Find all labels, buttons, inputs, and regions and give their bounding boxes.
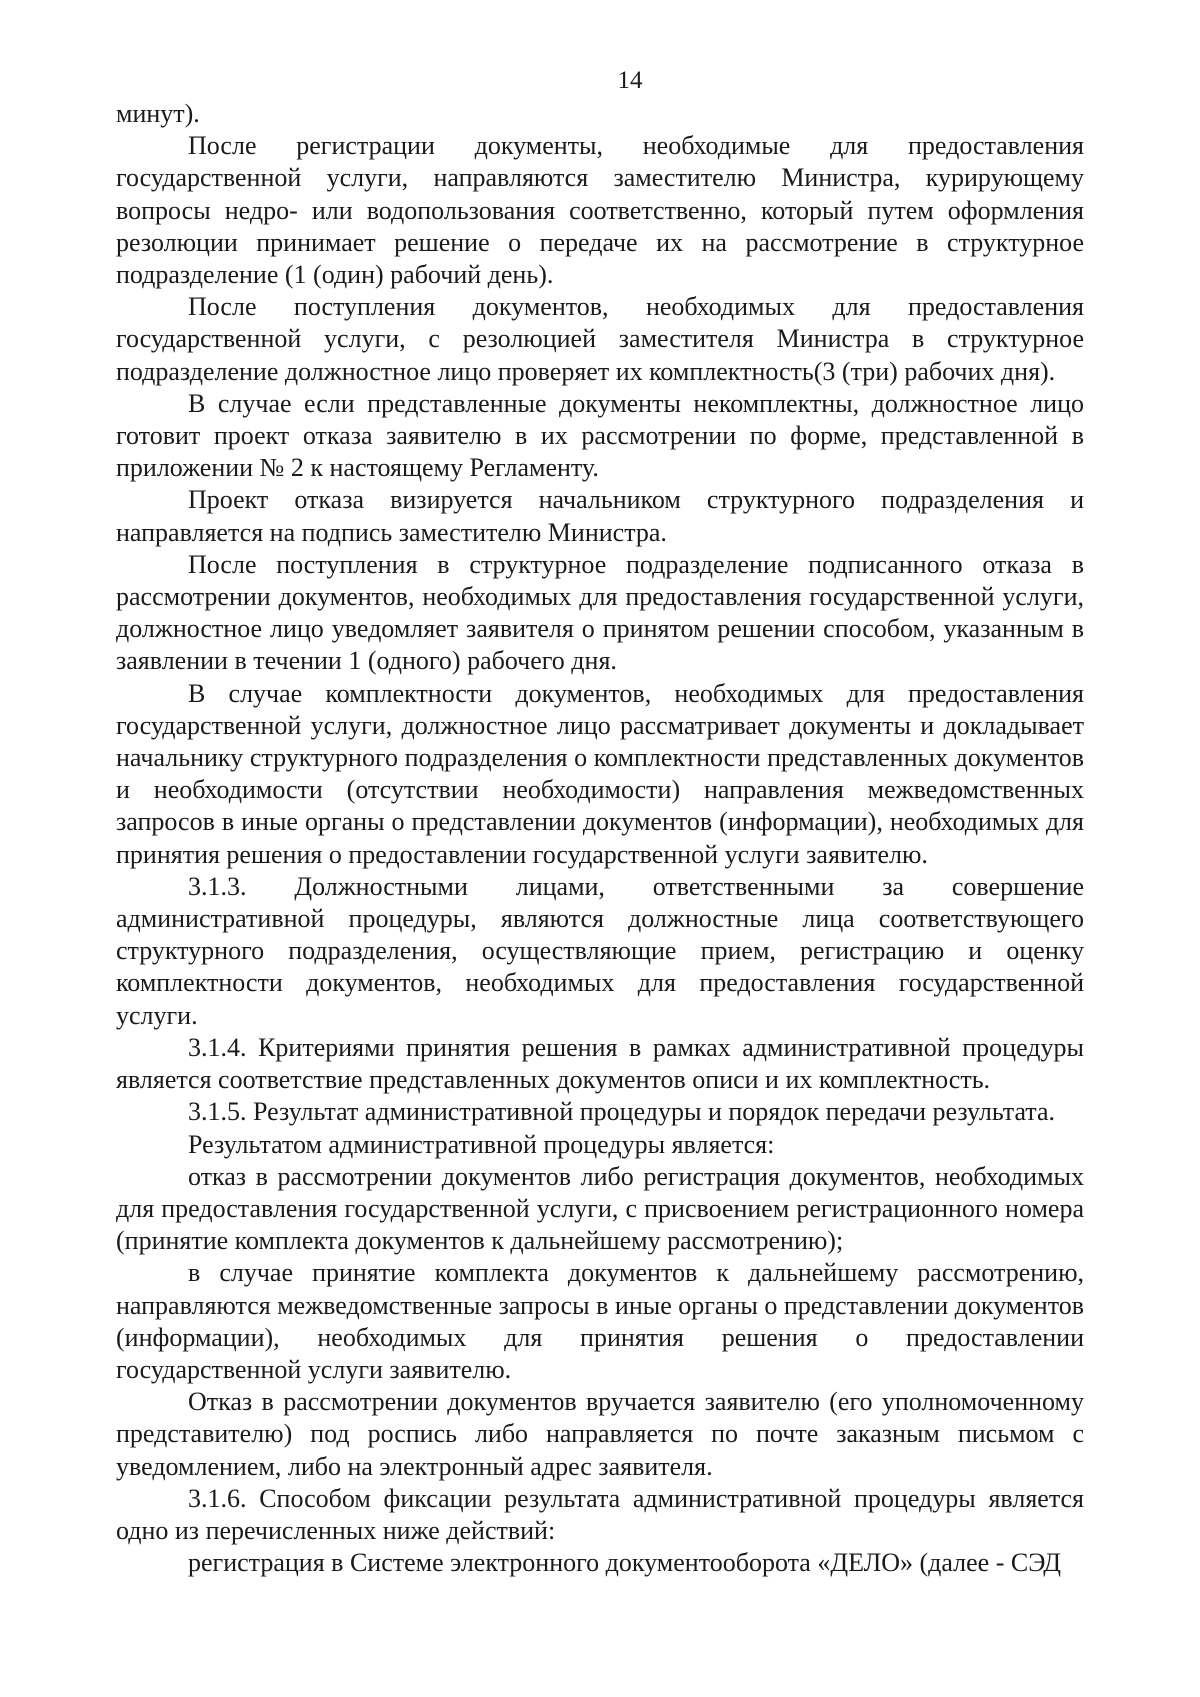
paragraph-section-3-1-5: 3.1.5. Результат административной процедуры и порядок передачи результата. xyxy=(188,1097,1056,1127)
page-number: 14 xyxy=(617,67,643,94)
paragraph-refusal-draft: Проект отказа визируется начальником структурного подразделения и направляется на подпись заместителю Министра. xyxy=(116,485,1084,547)
paragraph-sed-registration: регистрация в Системе электронного документооборота «ДЕЛО» (далее - СЭД xyxy=(188,1548,1061,1578)
paragraph-result-intro: Результатом административной процедуры является: xyxy=(188,1129,775,1159)
paragraph-section-3-1-3: 3.1.3. Должностными лицами, ответственными за совершение административной процедуры, являются должностные лица соответствующего структурного подразделения, осуществляющие прием, регистрацию и оценку комплектности документов, необходимых для предоставления государственной услуги. xyxy=(116,871,1084,1030)
paragraph-registration-routing: После регистрации документы, необходимые для предоставления государственной услуги, направляются заместителю Министра, курирующему вопросы недро- или водопользования соответственно, который путем оформления резолюции принимает решение о передаче их на рассмотрение в структурное подразделение (1 (один) рабочий день). xyxy=(116,131,1084,290)
paragraph-result-item-refusal-or-registration: отказ в рассмотрении документов либо регистрация документов, необходимых для предоставления государственной услуги, с присвоением регистрационного номера (принятие комплекта документов к дальнейшему рассмотрению); xyxy=(116,1161,1084,1256)
paragraph-complete-documents: В случае комплектности документов, необходимых для предоставления государственной услуги, должностное лицо рассматривает документы и докладывает начальнику структурного подразделения о комплектности представленных документов и необходимости (отсутствии необходимости) направления межведомственных запросов в иные органы о представлении документов (информации), необходимых для принятия решения о предоставлении государственной услуги заявителю. xyxy=(116,678,1084,869)
paragraph-section-3-1-4: 3.1.4. Критериями принятия решения в рамках административной процедуры является соответствие представленных документов описи и их комплектность. xyxy=(116,1032,1084,1095)
paragraph-section-3-1-6: 3.1.6. Способом фиксации результата административной процедуры является одно из перечисленных ниже действий: xyxy=(116,1483,1084,1545)
paragraph-completeness-check: После поступления документов, необходимых для предоставления государственной услуги, с резолюцией заместителя Министра в структурное подразделение должностное лицо проверяет их комплектность(3 (три) рабочих дня). xyxy=(116,292,1084,386)
paragraph-incomplete-documents: В случае если представленные документы некомплектны, должностное лицо готовит проект отказа заявителю в их рассмотрении по форме, представленной в приложении № 2 к настоящему Регламенту. xyxy=(116,388,1084,483)
paragraph-refusal-delivery: Отказ в рассмотрении документов вручается заявителю (его уполномоченному представителю) под роспись либо направляется по почте заказным письмом с уведомлением, либо на электронный адрес заявителя. xyxy=(116,1387,1084,1481)
paragraph-continuation: минут). xyxy=(116,99,200,128)
paragraph-result-item-interagency-requests: в случае принятие комплекта документов к дальнейшему рассмотрению, направляются межведомственные запросы в иные органы о представлении документов (информации), необходимых для принятия решения о предоставлении государственной услуги заявителю. xyxy=(116,1258,1084,1384)
paragraph-refusal-notification: После поступления в структурное подразделение подписанного отказа в рассмотрении документов, необходимых для предоставления государственной услуги, должностное лицо уведомляет заявителя о принятом решении способом, указанным в заявлении в течении 1 (одного) рабочего дня. xyxy=(116,549,1084,676)
document-body xyxy=(116,98,1084,1579)
